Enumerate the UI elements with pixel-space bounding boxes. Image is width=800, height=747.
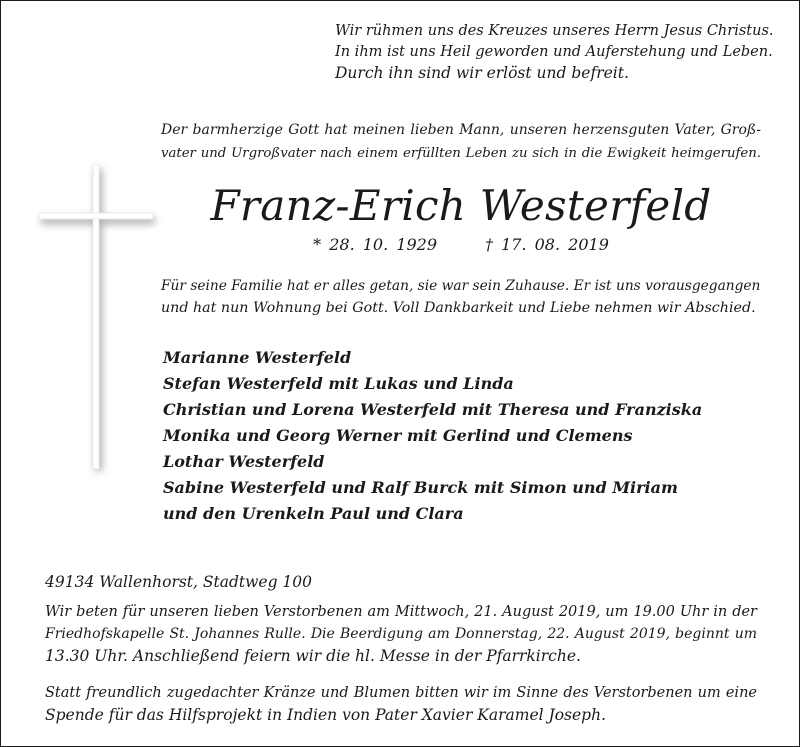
family-text-line: und hat nun Wohnung bei Gott. Voll Dankbarkeit und Liebe nehmen wir Abschied.: [161, 300, 756, 316]
service-info: [45, 601, 757, 667]
service-line: Friedhofskapelle St. Johannes Rulle. Die Beerdigung am Donnerstag, 22. August 2019, beginnt um: [45, 626, 757, 642]
intro-line: Der barmherzige Gott hat meinen lieben Mann, unseren herzensguten Vater, Groß-: [161, 122, 761, 138]
life-dates: [161, 234, 761, 256]
mourner: Christian und Lorena Westerfeld mit Theresa und Franziska: [163, 400, 703, 419]
birth-date: * 28. 10. 1929: [313, 235, 437, 254]
bible-verse: [335, 21, 775, 84]
deceased-name: Franz-Erich Westerfeld: [210, 181, 712, 230]
family-text-line: Für seine Familie hat er alles getan, sie war sein Zuhause. Er ist uns vorausgegangen: [161, 278, 761, 294]
verse-line: In ihm ist uns Heil geworden und Auferstehung und Leben.: [335, 44, 773, 60]
intro-text: [161, 119, 761, 165]
mourner: Lothar Westerfeld: [163, 452, 325, 471]
mourner: Monika und Georg Werner mit Gerlind und Clemens: [163, 426, 633, 445]
mourner: Sabine Westerfeld und Ralf Burck mit Simon und Miriam: [163, 478, 678, 497]
intro-line: vater und Urgroßvater nach einem erfüllten Leben zu sich in die Ewigkeit heimgerufen.: [161, 146, 761, 161]
mourner: und den Urenkeln Paul und Clara: [163, 504, 464, 523]
donation-line: Statt freundlich zugedachter Kränze und Blumen bitten wir im Sinne des Verstorbenen um eine: [45, 685, 757, 701]
verse-line: Wir rühmen uns des Kreuzes unseres Herrn Jesus Christus.: [335, 23, 774, 39]
service-line: 13.30 Uhr. Anschließend feiern wir die hl. Messe in der Pfarrkirche.: [45, 647, 581, 665]
family-text: [161, 275, 761, 319]
mourner: Marianne Westerfeld: [163, 348, 352, 367]
address: 49134 Wallenhorst, Stadtweg 100: [45, 573, 313, 591]
mourner: Stefan Westerfeld mit Lukas und Linda: [163, 374, 514, 393]
verse-line: Durch ihn sind wir erlöst und befreit.: [335, 64, 629, 82]
service-line: Wir beten für unseren lieben Verstorbenen am Mittwoch, 21. August 2019, um 19.00 Uhr in der: [45, 604, 757, 620]
mourners-list: [163, 345, 763, 527]
donation-line: Spende für das Hilfsprojekt in Indien von Pater Xavier Karamel Joseph.: [45, 706, 607, 724]
death-date: † 17. 08. 2019: [485, 235, 609, 254]
donation-request: [45, 682, 757, 726]
